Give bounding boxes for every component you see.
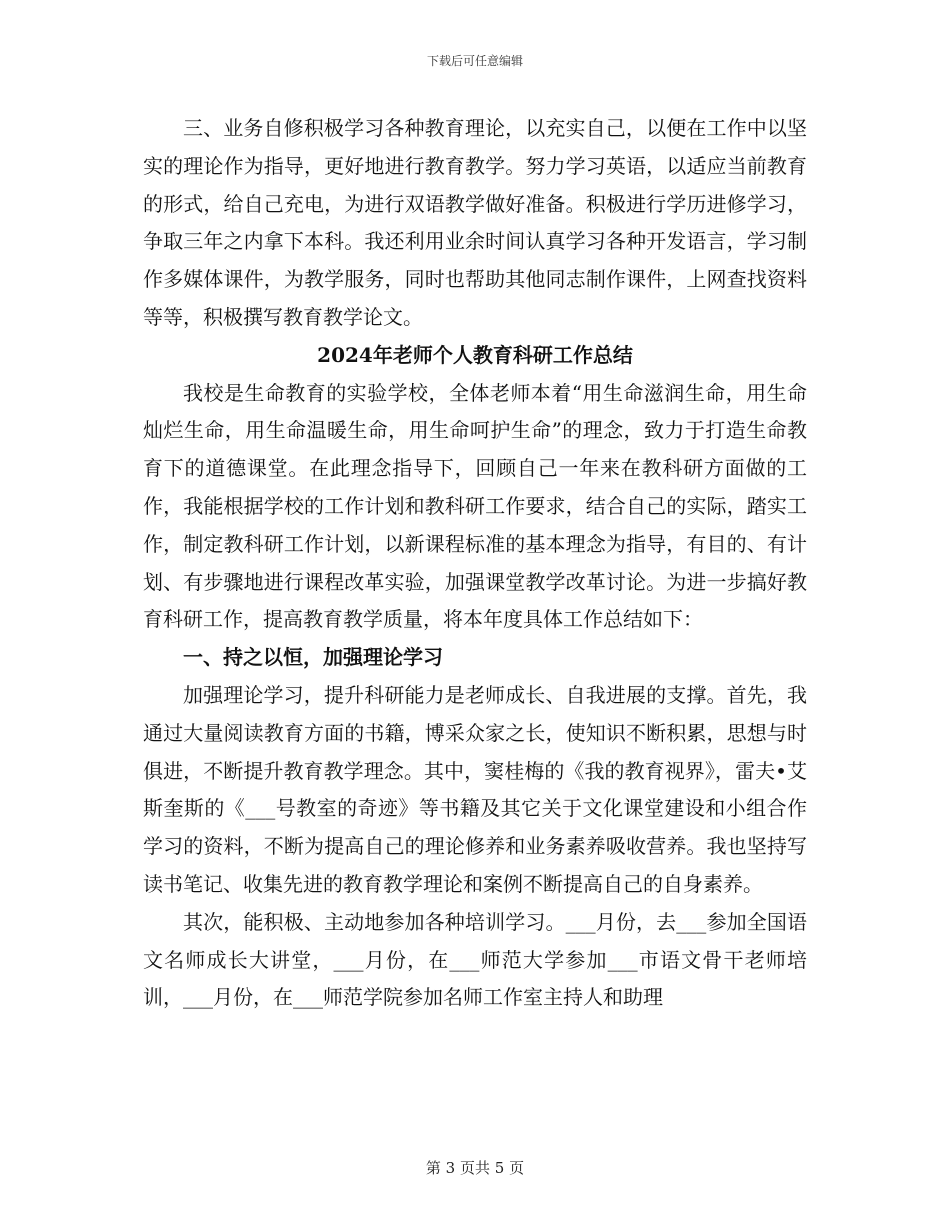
document-body: [143, 110, 807, 1017]
paragraph-introduction: 我校是生命教育的实验学校，全体老师本着“用生命滋润生命，用生命灿烂生命，用生命温暖生命，用生命呵护生命”的理念，致力于打造生命教育下的道德课堂。在此理念指导下，回顾自己一年来在教科研方面做的工作，我能根据学校的工作计划和教科研工作要求，结合自己的实际，踏实工作，制定教科研工作计划，以新课程标准的基本理念为指导，有目的、有计划、有步骤地进行课程改革实验，加强课堂教学改革讨论。为进一步搞好教育科研工作，提高教育教学质量，将本年度具体工作总结如下：: [143, 380, 807, 632]
page-number-footer: 第 3 页共 5 页: [425, 1159, 525, 1177]
paragraph-self-study: 三、业务自修积极学习各种教育理论，以充实自己，以便在工作中以坚实的理论作为指导，更好地进行教育教学。努力学习英语，以适应当前教育的形式，给自己充电，为进行双语教学做好准备。积极进行学历进修学习，争取三年之内拿下本科。我还利用业余时间认真学习各种开发语言，学习制作多媒体课件，为教学服务，同时也帮助其他同志制作课件，上网查找资料等等，积极撰写教育教学论文。: [143, 116, 807, 329]
page-header: 下载后可任意编辑: [426, 54, 523, 68]
paragraph-training: 其次，能积极、主动地参加各种培训学习。___月份，去___参加全国语文名师成长大讲堂，___月份，在___师范大学参加___市语文骨干老师培训，___月份，在___师范学院参加名师工作室主持人和助理: [143, 909, 807, 1010]
document-title: 2024年老师个人教育科研工作总结: [317, 342, 633, 367]
paragraph-theory-study: 加强理论学习，提升科研能力是老师成长、自我进展的支撑。首先，我通过大量阅读教育方面的书籍，博采众家之长，使知识不断积累，思想与时俱进，不断提升教育教学理念。其中，窦桂梅的《我的教育视界》，雷夫•艾斯奎斯的《___号教室的奇迹》等书籍及其它关于文化课堂建设和小组合作学习的资料，不断为提高自己的理论修养和业务素养吸收营养。我也坚持写读书笔记、收集先进的教育教学理论和案例不断提高自己的自身素养。: [143, 682, 807, 896]
section-heading-theory-study: 一、持之以恒，加强理论学习: [183, 645, 443, 670]
